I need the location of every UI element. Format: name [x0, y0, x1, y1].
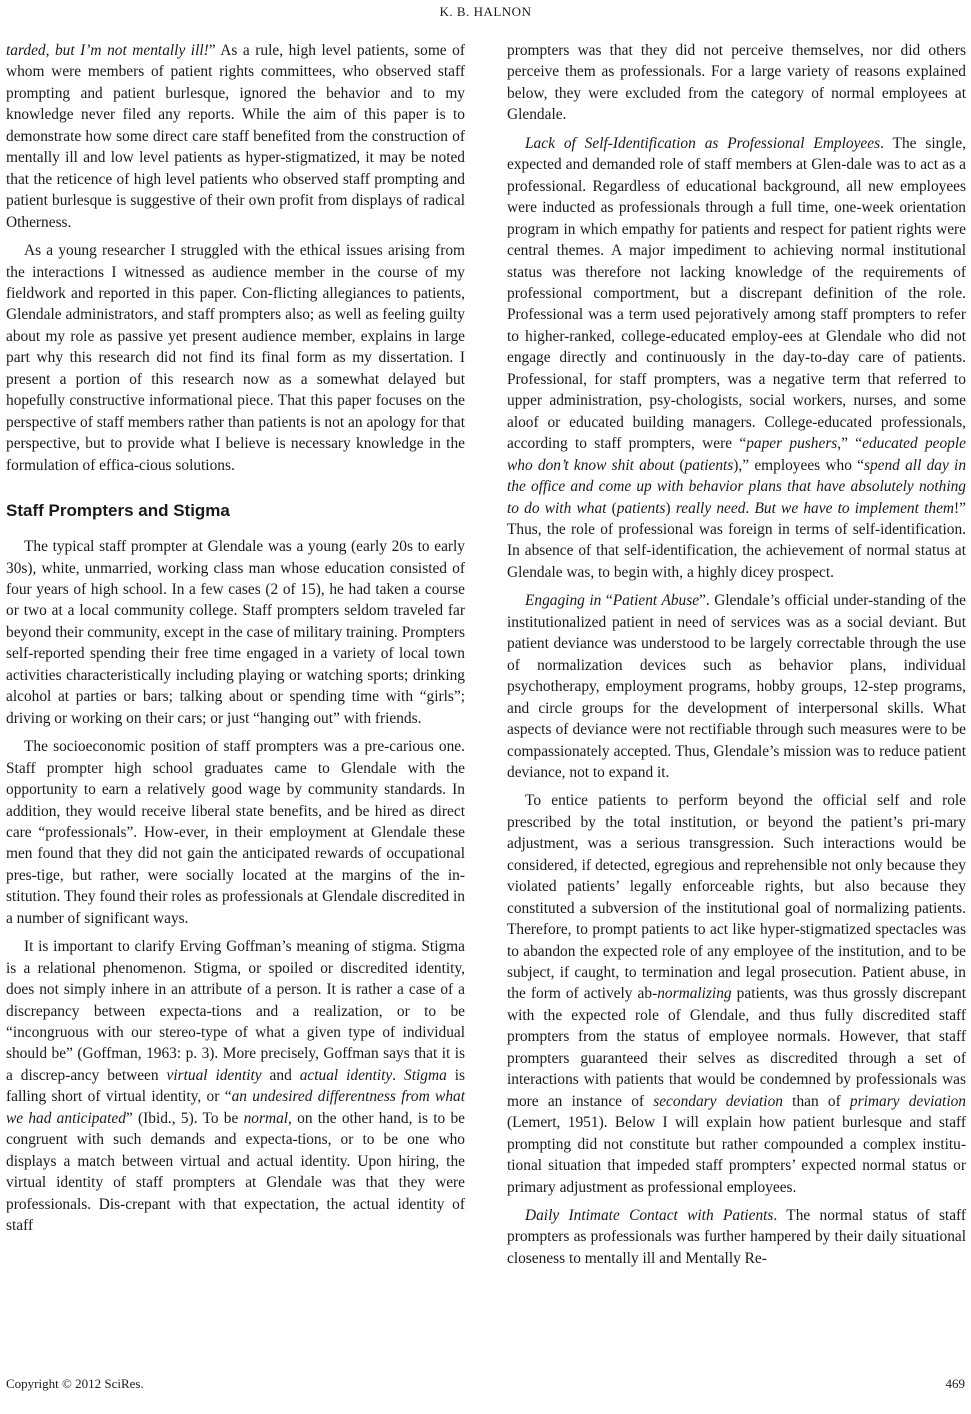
- left-column: [6, 40, 465, 1244]
- page-number: 469: [945, 1376, 965, 1391]
- italic-run: an undesired differentness from what we had anticipated: [6, 1088, 465, 1127]
- italic-run: Stigma: [404, 1066, 447, 1084]
- italic-run: secondary deviation: [653, 1092, 783, 1110]
- italic-run: spend all day in the office and come up with behavior plans that have absolutely nothing to do with what: [507, 456, 967, 517]
- italic-run: really need: [675, 499, 746, 517]
- italic-run: normal: [243, 1109, 289, 1127]
- italic-run: patients: [616, 499, 666, 517]
- paragraph: tarded, but I’m not mentally ill!” As a rule, high level patients, some of whom were members of patient rights committees, who observed staff prompting and patient burlesque, ignored the behavior and to my knowledge never filed any reports. While the aim of this paper is to demonstrate how some direct care staff benefited from the construction of mentally ill and low level patients as hyper-stigmatized, it may be noted that the reticence of high level patients who observed staff prompting and patient burlesque is suggestive of their own profit from displays of radical Otherness.: [6, 42, 465, 231]
- italic-run: paper pushers: [746, 435, 838, 453]
- paragraph: Lack of Self-Identification as Professional Employees. The single, expected and demanded role of staff members at Glen-dale was to act as a professional. Regardless of educational background, all new employees were inducted as professionals through a full time, one-week orientation program in which empathy for patients and respect for patient rights were central themes. A major impediment to achieving normal institutional status was therefore not lacking knowledge of the requirements of professional comportment, but a discrepant definition of the role. Professional was a term used pejoratively among staff prompters to refer to higher-ranked, college-educated employ-ees at Glendale who did not engage directly and continuously in the day-to-day care of patients. Professional, for staff prompters, was a negative term that referred to upper administration, psy-chologists, social workers, nurses, and some aloof or educated building managers. College-educated professionals, according to staff prompters, were “paper pushers,” “educated people who don’t know shit about (patients),” employees who “spend all day in the office and come up with behavior plans that have absolutely nothing to do with what (patients) really need. But we have to implement them!” Thus, the role of professional was foreign in terms of self-identification. In absence of that self-identification, the achievement of normal status at Glendale was, to begin with, a highly dicey prospect.: [507, 134, 967, 581]
- italic-run: Engaging in: [525, 592, 602, 610]
- paragraph: The socioeconomic position of staff prompters was a pre-carious one. Staff prompter high school graduates came to Glendale with the opportunity to earn a relatively good wage by community standards. In addition, they would receive liberal state benefits, and be hired as direct care “professionals”. How-ever, in their employment at Glendale these men found that they did not gain the anticipated rewards of occupational pres-tige, but rather, were socially located at the margins of the in-stitution. They found their roles as professionals at Glendale discredited in a number of significant ways.: [6, 738, 465, 927]
- italic-run: patients: [684, 456, 734, 474]
- italic-run: Daily Intimate Contact with Patients: [525, 1207, 774, 1225]
- copyright-notice: Copyright © 2012 SciRes.: [6, 1376, 144, 1391]
- section-heading: Staff Prompters and Stigma: [6, 501, 230, 521]
- paragraph: As a young researcher I struggled with the ethical issues arising from the interactions I witnessed as audience member in the course of my fieldwork and reported in this paper. Con-flicting allegiances to patients, Glendale administrators, and staff prompters also; as well as feeling guilty about my role as passive yet present audience member, explains in large part why this research did not find its final form as my dissertation. I present a portion of this research now as a somewhat delayed but hopefully constructive informational piece. That this paper focuses on the perspective of staff members rather than patients is not an apology for that perspective, but to provide what I believe is necessary knowledge in the formulation of effica-cious solutions.: [6, 242, 465, 474]
- paragraph: It is important to clarify Erving Goffman’s meaning of stigma. Stigma is a relational phenomenon. Stigma, or spoiled or discredited identity, does not simply inhere in an attribute of a person. It is rather a case of a discrepancy between expecta-tions and a realization, or to be “incongruous with our stereo-type of what a given type of individual should be” (Goffman, 1963: p. 3). More precisely, Goffman says that it is a discrep-ancy between virtual identity and actual identity. Stigma is falling short of virtual identity, or “an undesired differentness from what we had anticipated” (Ibid., 5). To be normal, on the other hand, is to be congruent with such demands and expecta-tions, or to be one who displays a match between virtual and actual identity. Upon hiring, the virtual identity of staff prompters at Glendale was that they were professionals. Dis-crepant with that expectation, the actual identity of staff: [6, 938, 466, 1235]
- paragraph: The typical staff prompter at Glendale was a young (early 20s to early 30s), white, unmarried, working class man whose education consisted of four years of high school. In a few cases (2 of 15), he had taken a course or two at a local community college. Staff prompters seldom traveled far beyond their community, except in the case of military training. Prompters self-reported spending their free time engaged in a variety of local town activities characteristically including playing or watching sports; drinking alcohol at parties or bars; talking about or spending time with “girls”; driving or working on their cars; or just “hanging out” with friends.: [6, 538, 465, 727]
- italic-run: actual identity: [299, 1066, 393, 1084]
- italic-run: educated people who don’t know shit about: [507, 435, 966, 474]
- italic-run: Lack of Self-Identification as Professional Employees: [525, 134, 881, 152]
- italic-run: tarded, but I’m not mentally ill!: [6, 42, 209, 59]
- right-column: [507, 40, 966, 1276]
- paragraph: Daily Intimate Contact with Patients. The normal status of staff prompters as professionals was further hampered by their daily situational closeness to mentally ill and Mentally Re-: [507, 1207, 967, 1267]
- italic-run: virtual identity: [166, 1066, 262, 1084]
- running-head: K. B. HALNON: [439, 4, 532, 19]
- italic-run: normalizing: [657, 985, 732, 1003]
- italic-run: Patient Abuse: [612, 592, 700, 610]
- paragraph: Engaging in “Patient Abuse”. Glendale’s official under-standing of the institutionalized patient in need of services was as a social deviant. But patient deviance was understood to be largely correctable through the use of normalization devices such as behavior plans, individual psychotherapy, employment programs, hobby groups, 12-step programs, and circle groups for the development of interpersonal skills. What aspects of deviance were not rectifiable through such measures were to be compassionately accepted. Thus, Glendale’s mission was to reduce patient deviance, not to expand it.: [507, 592, 967, 781]
- paragraph: To entice patients to perform beyond the official self and role prescribed by the total institution, or beyond the patient’s pri-mary adjustment, was a serious transgression. Such interactions would be considered, if detected, egregious and reprehensible not only because they violated patients’ legally enforceable rights, but also because they constituted a subversion of the institutional goal of normalizing patients. Therefore, to prompt patients to act like hyper-stigmatized spectacles was to abandon the expected role of any employee of the institution, and to be subject, if caught, to termination and legal prosecution. Patient abuse, in the form of actively ab-normalizing patients, was thus grossly discrepant with the expected role of Glendale, and thus fully discredited staff prompters from the status of employee normals. However, that staff prompters guaranteed their selves as discredited through a set of interactions with patients that would be condemned by professionals was more an instance of secondary deviation than of primary deviation (Lemert, 1951). Below I will explain how patient burlesque and staff prompting did not constitute but rather compounded a complex institu-tional situation that impeded staff prompters’ expected normal status or primary adjustment as professional employees.: [507, 792, 966, 1196]
- paragraph: prompters was that they did not perceive themselves, nor did others perceive them as professionals. For a large variety of reasons explained below, they were excluded from the category of normal employees at Glendale.: [507, 42, 966, 124]
- italic-run: primary deviation: [849, 1092, 966, 1110]
- italic-run: But we have to implement them: [754, 499, 955, 517]
